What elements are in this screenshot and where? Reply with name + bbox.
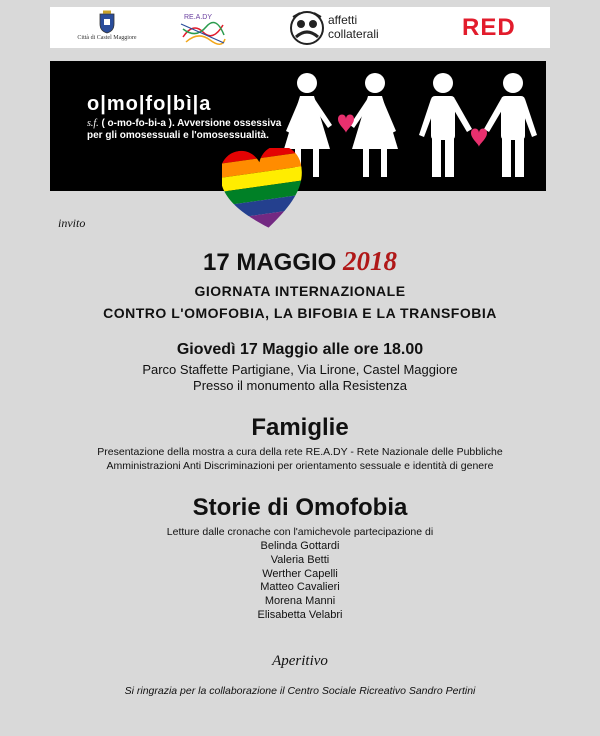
pink-heart-icon bbox=[471, 129, 487, 148]
invite-label: invito bbox=[58, 216, 86, 230]
event-date bbox=[0, 246, 600, 277]
banner-definition bbox=[87, 118, 297, 142]
couples-figures-icon bbox=[280, 69, 542, 181]
pink-heart-icon bbox=[338, 115, 354, 134]
date-prefix: 17 MAGGIO bbox=[202, 249, 337, 276]
event-place-line2: Presso il monumento alla Resistenza bbox=[193, 378, 407, 393]
collaterali-text: collaterali bbox=[328, 27, 379, 41]
date-year: 2018 bbox=[343, 246, 398, 276]
event-title-line2: CONTRO L'OMOFOBIA, LA BIFOBIA E LA TRANSFOBIA bbox=[103, 305, 497, 321]
event-title-line1: GIORNATA INTERNAZIONALE bbox=[194, 283, 406, 299]
rainbow-heart-icon bbox=[222, 148, 304, 230]
famiglie-desc-line2: Amministrazioni Anti Discriminazioni per orientamento sessuale e identità di genere bbox=[106, 460, 494, 472]
comune-caption: Città di Castel Maggiore bbox=[77, 35, 137, 41]
participant-name: Belinda Gottardi bbox=[260, 540, 340, 552]
participant-name: Morena Manni bbox=[264, 595, 336, 608]
aperitivo-label: Aperitivo bbox=[272, 653, 328, 669]
thanks-note: Si ringrazia per la collaborazione il Centro Sociale Ricreativo Sandro Pertini bbox=[124, 685, 476, 697]
definition-sf: s.f. bbox=[87, 118, 99, 129]
storie-heading: Storie di Omofobia bbox=[192, 494, 408, 521]
logo-bar bbox=[50, 7, 550, 48]
banner-word: o|mo|fo|bì|a bbox=[87, 93, 212, 115]
famiglie-desc-line1: Presentazione della mostra a cura della rete RE.A.DY - Rete Nazionale delle Pubbliche bbox=[97, 446, 503, 458]
affetti-collaterali-logo bbox=[288, 7, 398, 48]
definition-text: ( o-mo-fo-bi-a ). Avversione ossessiva per gli omosessuali e l'omosessualità. bbox=[87, 118, 282, 141]
comune-logo bbox=[72, 7, 142, 48]
event-when: Giovedì 17 Maggio alle ore 18.00 bbox=[176, 341, 424, 358]
participant-name: Matteo Cavalieri bbox=[260, 581, 340, 594]
participant-name: Werther Capelli bbox=[262, 567, 338, 580]
storie-intro: Letture dalle cronache con l'amichevole partecipazione di bbox=[166, 526, 434, 538]
red-logo: RED bbox=[462, 14, 516, 41]
participant-name: Valeria Betti bbox=[270, 553, 330, 566]
ready-network-icon bbox=[178, 7, 228, 48]
participants-list bbox=[0, 540, 600, 623]
crest-icon bbox=[98, 10, 116, 34]
famiglie-heading: Famiglie bbox=[251, 414, 349, 441]
event-place-line1: Parco Staffette Partigiane, Via Lirone, Castel Maggiore bbox=[142, 362, 458, 377]
participant-name: Elisabetta Velabri bbox=[257, 608, 343, 621]
affetti-text: affetti bbox=[328, 13, 358, 27]
ready-logo bbox=[178, 7, 228, 48]
ready-logo-text: RE.A.DY bbox=[184, 14, 213, 21]
affetti-emblem-icon bbox=[288, 9, 326, 47]
